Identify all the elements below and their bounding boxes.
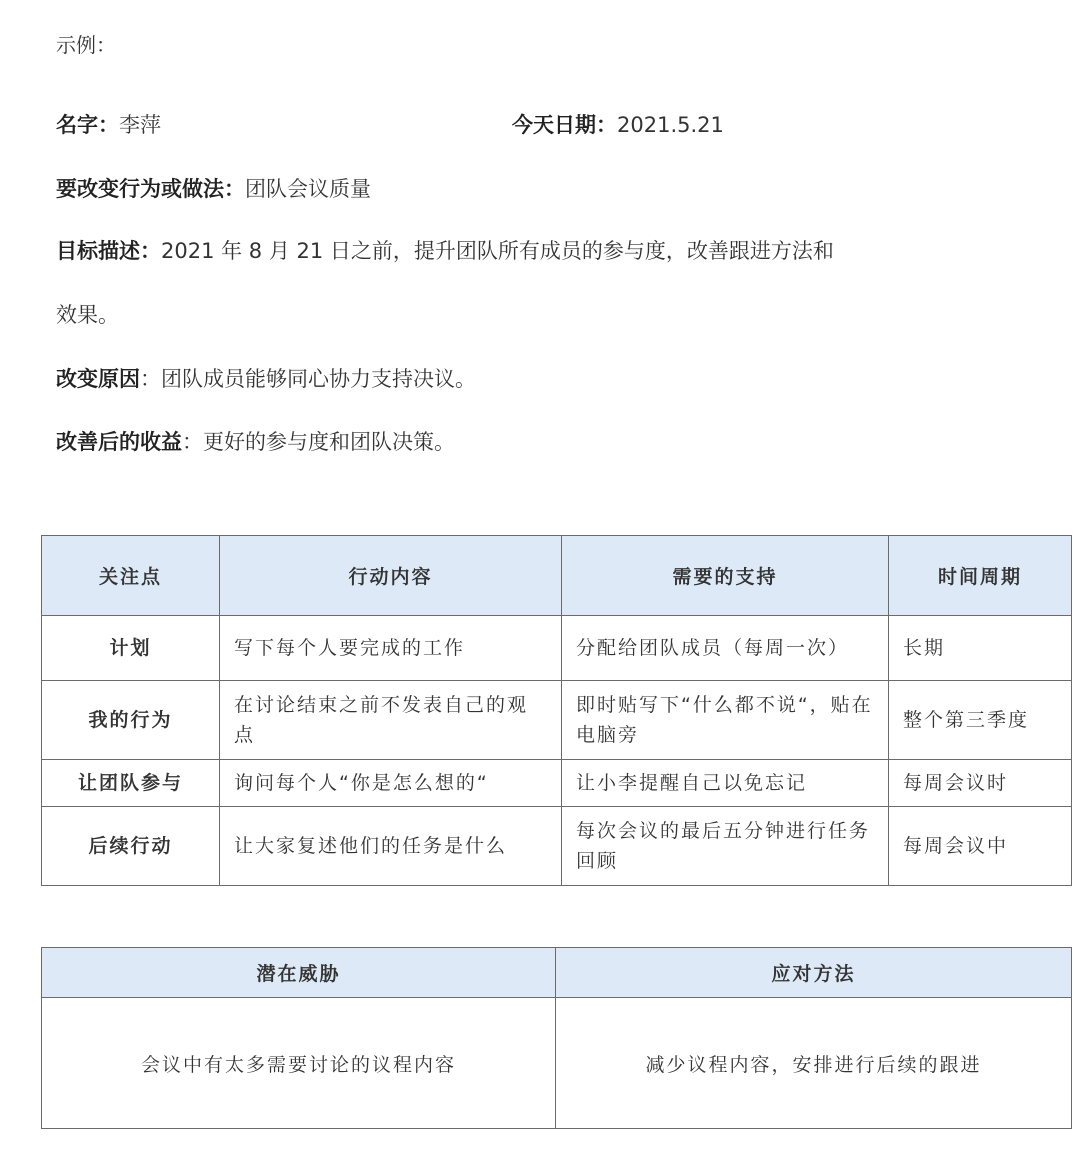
- focus-cell: 后续行动: [42, 807, 220, 886]
- goal-field: [56, 236, 834, 266]
- header-support: 需要的支持: [562, 536, 889, 616]
- header-focus: 关注点: [42, 536, 220, 616]
- header-threat: 潜在威胁: [42, 948, 556, 998]
- date-label: 今天日期：: [512, 113, 617, 137]
- response-cell: 减少议程内容，安排进行后续的跟进: [556, 998, 1072, 1129]
- reason-field: [56, 364, 476, 394]
- support-cell: 让小李提醒自己以免忘记: [562, 760, 889, 807]
- header-period: 时间周期: [889, 536, 1072, 616]
- behavior-value: 团队会议质量: [245, 177, 371, 201]
- action-cell: 在讨论结束之前不发表自己的观点: [220, 681, 562, 760]
- action-cell: 写下每个人要完成的工作: [220, 616, 562, 681]
- action-cell: 询问每个人“你是怎么想的“: [220, 760, 562, 807]
- header-response: 应对方法: [556, 948, 1072, 998]
- goal-value-continued: 效果。: [56, 303, 119, 327]
- period-cell: 整个第三季度: [889, 681, 1072, 760]
- table-row: [42, 760, 1072, 807]
- period-cell: 每周会议时: [889, 760, 1072, 807]
- behavior-label: 要改变行为或做法：: [56, 177, 245, 201]
- table-row: [42, 681, 1072, 760]
- date-field: [512, 110, 724, 140]
- table-header-row: [42, 948, 1072, 998]
- support-cell: 每次会议的最后五分钟进行任务回顾: [562, 807, 889, 886]
- benefit-field: [56, 427, 455, 457]
- name-value: 李萍: [119, 113, 161, 137]
- table-row: [42, 616, 1072, 681]
- reason-label: 改变原因: [56, 367, 140, 391]
- reason-value: ：团队成员能够同心协力支持决议。: [140, 367, 476, 391]
- support-cell: 即时贴写下“什么都不说“，贴在电脑旁: [562, 681, 889, 760]
- benefit-label: 改善后的收益: [56, 430, 182, 454]
- date-value: 2021.5.21: [617, 113, 724, 137]
- table-row: [42, 807, 1072, 886]
- benefit-value: ：更好的参与度和团队决策。: [182, 430, 455, 454]
- threat-cell: 会议中有太多需要讨论的议程内容: [42, 998, 556, 1129]
- header-action: 行动内容: [220, 536, 562, 616]
- action-cell: 让大家复述他们的任务是什么: [220, 807, 562, 886]
- table-row: [42, 998, 1072, 1129]
- name-field: [56, 110, 161, 140]
- table-header-row: [42, 536, 1072, 616]
- focus-cell: 让团队参与: [42, 760, 220, 807]
- name-label: 名字：: [56, 113, 119, 137]
- support-cell: 分配给团队成员（每周一次）: [562, 616, 889, 681]
- period-cell: 每周会议中: [889, 807, 1072, 886]
- example-label: 示例：: [56, 33, 116, 57]
- goal-label: 目标描述：: [56, 239, 161, 263]
- focus-cell: 计划: [42, 616, 220, 681]
- risk-table: [41, 947, 1072, 1129]
- goal-value: 2021 年 8 月 21 日之前，提升团队所有成员的参与度，改善跟进方法和: [161, 239, 834, 263]
- behavior-field: [56, 174, 371, 204]
- focus-cell: 我的行为: [42, 681, 220, 760]
- action-plan-table: [41, 535, 1072, 886]
- period-cell: 长期: [889, 616, 1072, 681]
